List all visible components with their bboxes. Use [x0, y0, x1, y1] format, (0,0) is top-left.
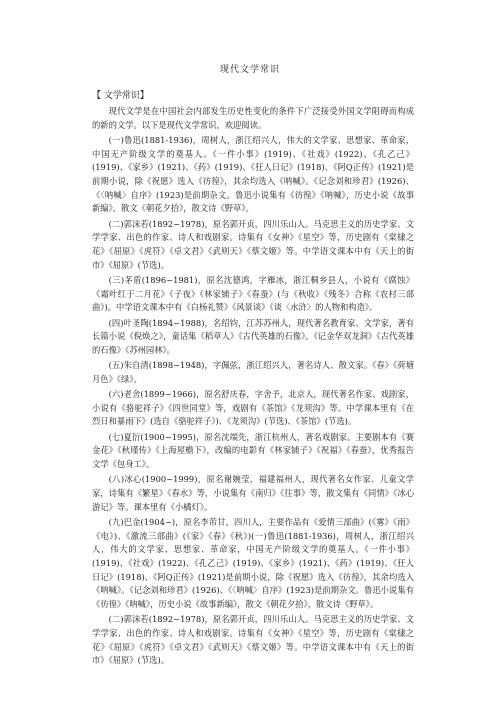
section-heading: 【 文学常识】 [92, 91, 149, 101]
page-title: 现代文学常识 [219, 65, 280, 75]
paragraph-mao-dun: (三)茅盾(1896~1981)，原名沈德鸿，字雁冰，浙江桐乡县人，小说有《腐蚀》《霜叶红于二月花》《子夜》《林家铺子》《春蚕》(与《秋收》《残冬》合称《农村三部曲》)。中学语文课本中有《白杨礼赞》《风景谈》《谈〈水浒〉的人物和构造》。 [92, 274, 414, 313]
paragraph-xia-yan: (七)夏衍(1900~1995)，原名沈端先，浙江杭州人，著名戏剧家。主要剧本有《赛金花》《秋瑾传》《上海屋檐下》，改编的电影有《林家铺子》《祝福》《春蚕》，优秀报告文学《包身工》。 [92, 431, 414, 470]
body-text [92, 105, 414, 670]
paragraph-bing-xin: (八)冰心(1900~1999)，原名谢婉莹，福建福州人，现代著名女作家、儿童文学家，诗集有《繁星》《春水》等，小说集有《南归》《往事》等，散文集有《同情》《冰心游记》等。课本里有《小橘灯》。 [92, 474, 414, 512]
paragraph-lao-she: (六)老舍(1899~1966)，原名舒庆春，字舍予，北京人，现代著名作家、戏剧家，小说有《骆驼祥子》《四世同堂》等，戏剧有《茶馆》《龙须沟》等。中学课本里有《在烈日和暴雨下》(选自《骆驼祥子》)、《龙须沟》(节选)、《茶馆》(节选)。 [92, 389, 414, 427]
paragraph-guo-moruo: (二)郭沫若(1892~1978)，原名郭开贞，四川乐山人。马克思主义的历史学家、文学学家、出色的作家、诗人和戏剧家。诗集有《女神》《星空》等，历史剧有《棠棣之花》《屈原》《虎符》《卓文君》《武则天》《蔡文姬》等。中学语文课本中有《天上的街市》《屈原》(节选)。 [92, 218, 414, 270]
paragraph-ba-jin: (九)巴金(1904~)，原名李芾甘，四川人，主要作品有《爱情三部曲》(《雾》《雨》《电》)、《激流三部曲》(《家》《春》《秋》)(一)鲁迅(1881-1936)，周树人，浙江绍兴人，伟大的文学家、思想家、革命家，中国无产阶级文学的奠基人。《一件小事》(1919)、《社戏》(1922)、《孔乙己》(1919)、《家乡》(1921)、《药》(1919)、《狂人日记》(1918)、《阿Q正传》(1921)是前期小说，除《祝愿》选入《彷徨》，其余均选入《呐喊》。《记念刘和珍君》(1926)、《〈呐喊〉自序》(1923)是前期杂文。鲁迅小说集有《彷徨》《呐喊》，历史小说《故事新编》，散文《朝花夕拾》，散文诗《野草》。 [92, 516, 414, 610]
paragraph-ye-shengtao: (四)叶圣陶(1894~1988)，名绍钧，江苏苏州人，现代著名教育家、文学家，著有长篇小说《倪焕之》，童话集《稻草人》《古代英雄的石像》。《记金华双龙洞》《古代英雄的石像》《苏州园林》。 [92, 317, 414, 355]
paragraph-zhu-ziqing: (五)朱自清(1898~1948)，字佩弦，浙江绍兴人，著名诗人、散文家。《春》《荷塘月色》《绿》。 [92, 360, 414, 384]
paragraph-guo-moruo-repeat: (二)郭沫若(1892~1978)，原名郭开贞，四川乐山人。马克思主义的历史学家、文学学家、出色的作家、诗人和戏剧家。诗集有《女神》《星空》等，历史剧有《棠棣之花》《屈原》《虎符》《卓文君》《武则天》《蔡文姬》等。中学语文课本中有《天上的街市》《屈原》(节选)。 [92, 614, 414, 666]
paragraph-lu-xun: (一)鲁迅(1881-1936)，周树人，浙江绍兴人，伟大的文学家、思想家、革命家，中国无产阶级文学的奠基人。《一件小事》(1919)、《社戏》(1922)、《孔乙己》(1919)、《家乡》(1921)、《药》(1919)、《狂人日记》(1918)、《阿Q正传》(1921)是前期小说，除《祝愿》选入《彷徨》，其余均选入《呐喊》。《记念刘和珍君》(1926)、《〈呐喊〉自序》(1923)是前期杂文。鲁迅小说集有《彷徨》《呐喊》，历史小说《故事新编》，散文《朝花夕拾》，散文诗《野草》。 [92, 134, 414, 214]
intro-paragraph: 现代文学是在中国社会内部发生历史性变化的条件下广泛接受外国文学阻碍而构成的新的文学。以下是现代文学常识，欢迎阅读。 [92, 106, 414, 130]
